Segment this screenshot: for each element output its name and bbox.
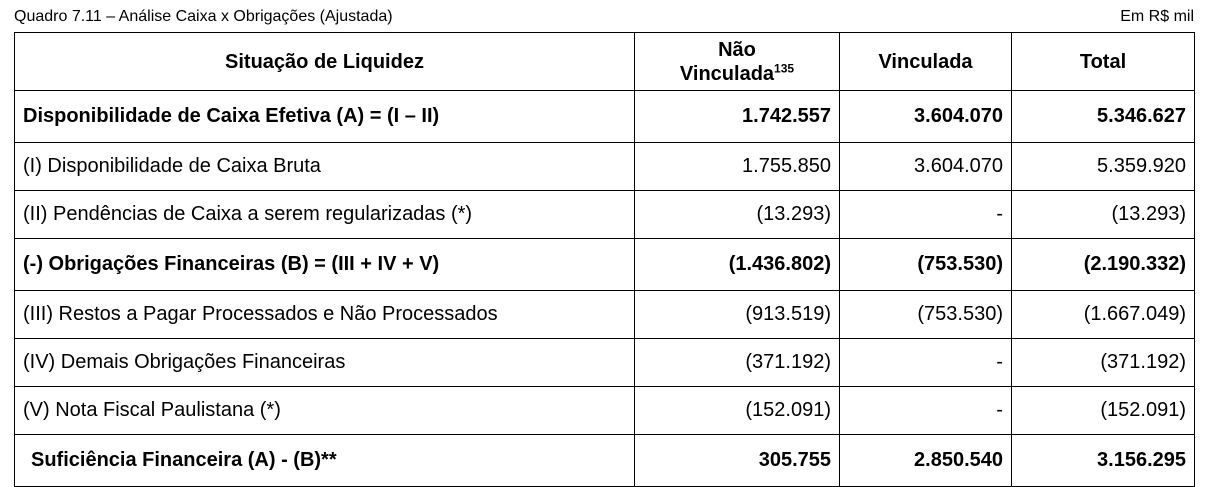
header-nao-vinculada (635, 33, 840, 91)
cell-nao-vinculada: (371.192) (635, 339, 840, 387)
row-label: (III) Restos a Pagar Processados e Não Processados (15, 291, 635, 339)
cell-vinculada: - (840, 387, 1012, 435)
cell-vinculada: - (840, 191, 1012, 239)
cell-total: (13.293) (1012, 191, 1195, 239)
cell-vinculada: 2.850.540 (840, 435, 1012, 487)
cell-nao-vinculada: 305.755 (635, 435, 840, 487)
cell-vinculada: (753.530) (840, 239, 1012, 291)
table-row (15, 143, 1195, 191)
row-label: (-) Obrigações Financeiras (B) = (III + IV + V) (15, 239, 635, 291)
cell-nao-vinculada: (1.436.802) (635, 239, 840, 291)
table-row (15, 91, 1195, 143)
cell-nao-vinculada: 1.755.850 (635, 143, 840, 191)
table-row (15, 291, 1195, 339)
table-title: Quadro 7.11 – Análise Caixa x Obrigações (Ajustada) (14, 8, 393, 25)
table-row (15, 387, 1195, 435)
liquidity-table (14, 32, 1195, 487)
footnote-marker: 135 (774, 60, 795, 75)
table-caption (14, 6, 1194, 28)
cell-total: (1.667.049) (1012, 291, 1195, 339)
cell-nao-vinculada: 1.742.557 (635, 91, 840, 143)
table-row (15, 191, 1195, 239)
cell-total: 5.359.920 (1012, 143, 1195, 191)
header-vinculada: Vinculada (840, 33, 1012, 91)
cell-vinculada: 3.604.070 (840, 91, 1012, 143)
cell-total: 3.156.295 (1012, 435, 1195, 487)
row-label: (II) Pendências de Caixa a serem regularizadas (*) (15, 191, 635, 239)
cell-nao-vinculada: (913.519) (635, 291, 840, 339)
row-label: Suficiência Financeira (A) - (B)** (15, 435, 635, 487)
table-row (15, 339, 1195, 387)
row-label: (V) Nota Fiscal Paulistana (*) (15, 387, 635, 435)
row-label: (I) Disponibilidade de Caixa Bruta (15, 143, 635, 191)
header-situacao-liquidez: Situação de Liquidez (15, 33, 635, 91)
header-total: Total (1012, 33, 1195, 91)
cell-vinculada: - (840, 339, 1012, 387)
currency-unit-note: Em R$ mil (1120, 8, 1194, 25)
table-row (15, 435, 1195, 487)
row-label: Disponibilidade de Caixa Efetiva (A) = (I – II) (15, 91, 635, 143)
header-row (15, 33, 1195, 91)
cell-total: (2.190.332) (1012, 239, 1195, 291)
cell-total: (152.091) (1012, 387, 1195, 435)
header-nao-vinculada-line1: Não (718, 38, 756, 61)
table-row (15, 239, 1195, 291)
cell-nao-vinculada: (152.091) (635, 387, 840, 435)
cell-total: 5.346.627 (1012, 91, 1195, 143)
cell-total: (371.192) (1012, 339, 1195, 387)
header-nao-vinculada-line2: Vinculada (679, 62, 775, 85)
cell-nao-vinculada: (13.293) (635, 191, 840, 239)
row-label: (IV) Demais Obrigações Financeiras (15, 339, 635, 387)
cell-vinculada: (753.530) (840, 291, 1012, 339)
cell-vinculada: 3.604.070 (840, 143, 1012, 191)
